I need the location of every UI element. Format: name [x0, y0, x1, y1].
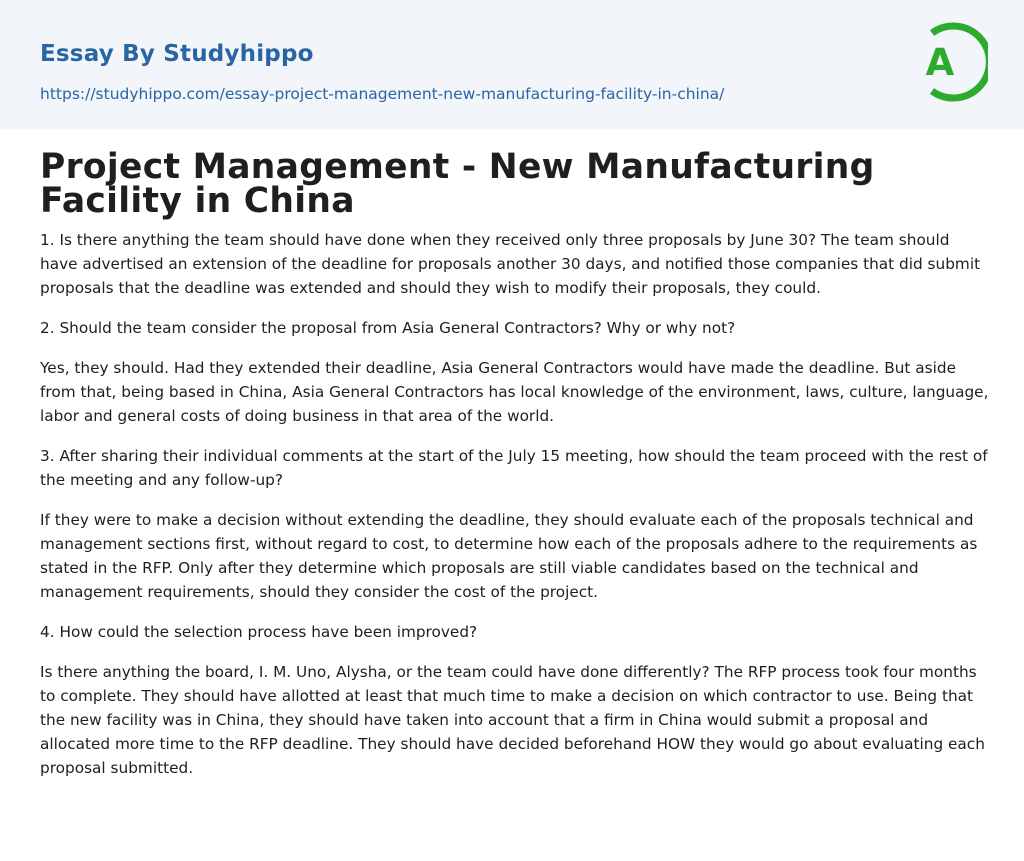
paragraph: Is there anything the board, I. M. Uno, Alysha, or the team could have done differently? The RFP process took four months to complete. They should have allotted at least that much time to make a decision on which contractor to use. Being that the new facility was in China, they should have taken into account that a firm in China would submit a proposal and allocated more time to the RFP deadline. They should have decided beforehand HOW they would go about evaluating each proposal submitted.	[40, 663, 985, 777]
paragraph: 2. Should the team consider the proposal from Asia General Contractors? Why or why not?	[40, 319, 736, 337]
article-title: Project Management - New Manufacturing Facility in China	[40, 147, 875, 221]
essay-url-link[interactable]: https://studyhippo.com/essay-project-management-new-manufacturing-facility-in-china/	[40, 85, 725, 103]
paragraph: 1. Is there anything the team should have done when they received only three proposals by June 30? The team should have advertised an extension of the deadline for proposals another 30 days, and notified those companies that did submit proposals that the deadline was extended and should they wish to modify their proposals, they could.	[40, 231, 981, 297]
article-body	[40, 228, 990, 796]
paragraph: 3. After sharing their individual comments at the start of the July 15 meeting, how should the team proceed with the rest of the meeting and any follow-up?	[40, 447, 988, 489]
site-brand[interactable]: Essay By Studyhippo	[40, 41, 314, 67]
paragraph: 4. How could the selection process have been improved?	[40, 623, 478, 641]
logo-letter: A	[925, 41, 955, 84]
paragraph: Yes, they should. Had they extended their deadline, Asia General Contractors would have made the deadline. But aside from that, being based in China, Asia General Contractors has local knowledge of the environment, laws, culture, language, labor and general costs of doing business in that area of the world.	[40, 359, 989, 425]
paragraph: If they were to make a decision without extending the deadline, they should evaluate each of the proposals technical and management sections first, without regard to cost, to determine how each of the proposals adhere to the requirements as stated in the RFP. Only after they determine which proposals are still viable candidates based on the technical and management requirements, should they consider the cost of the project.	[40, 511, 978, 601]
